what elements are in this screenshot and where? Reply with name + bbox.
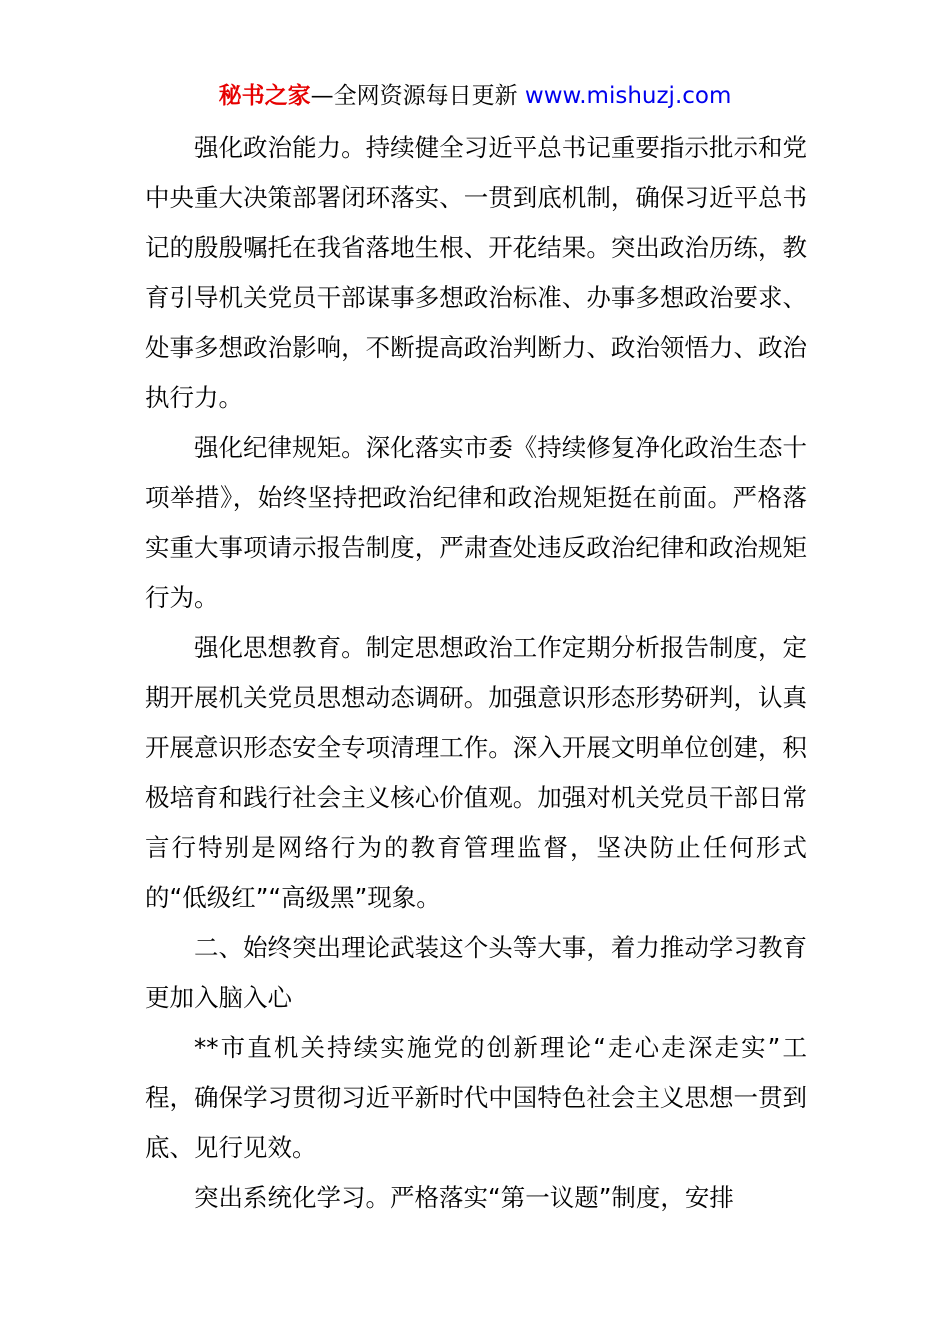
brand-name: 秘书之家 bbox=[218, 83, 311, 109]
page-header bbox=[0, 80, 950, 112]
paragraph-theory-project: **市直机关持续实施党的创新理论“走心走深走实”工程，确保学习贯彻习近平新时代中国特色社会主义思想一贯到底、见行见效。 bbox=[145, 1033, 807, 1162]
paragraph-discipline-rules: 强化纪律规矩。深化落实市委《持续修复净化政治生态十项举措》，始终坚持把政治纪律和政治规矩挺在前面。严格落实重大事项请示报告制度，严肃查处违反政治纪律和政治规矩行为。 bbox=[145, 433, 807, 612]
site-url-link[interactable]: www.mishuzj.com bbox=[524, 83, 732, 109]
header-tagline: —全网资源每日更新 bbox=[310, 83, 525, 109]
paragraph-political-ability: 强化政治能力。持续健全习近平总书记重要指示批示和党中央重大决策部署闭环落实、一贯到底机制，确保习近平总书记的殷殷嘱托在我省落地生根、开花结果。突出政治历练，教育引导机关党员干部谋事多想政治标准、办事多想政治要求、处事多想政治影响，不断提高政治判断力、政治领悟力、政治执行力。 bbox=[145, 133, 807, 412]
paragraph-ideological-education: 强化思想教育。制定思想政治工作定期分析报告制度，定期开展机关党员思想动态调研。加强意识形态形势研判，认真开展意识形态安全专项清理工作。深入开展文明单位创建，积极培育和践行社会主义核心价值观。加强对机关党员干部日常言行特别是网络行为的教育管理监督，坚决防止任何形式的“低级红”“高级黑”现象。 bbox=[145, 633, 807, 912]
document-body bbox=[145, 123, 807, 1223]
section-heading-theory: 二、始终突出理论武装这个头等大事，着力推动学习教育更加入脑入心 bbox=[145, 933, 807, 1012]
paragraph-systematic-learning: 突出系统化学习。严格落实“第一议题”制度，安排 bbox=[194, 1183, 734, 1212]
